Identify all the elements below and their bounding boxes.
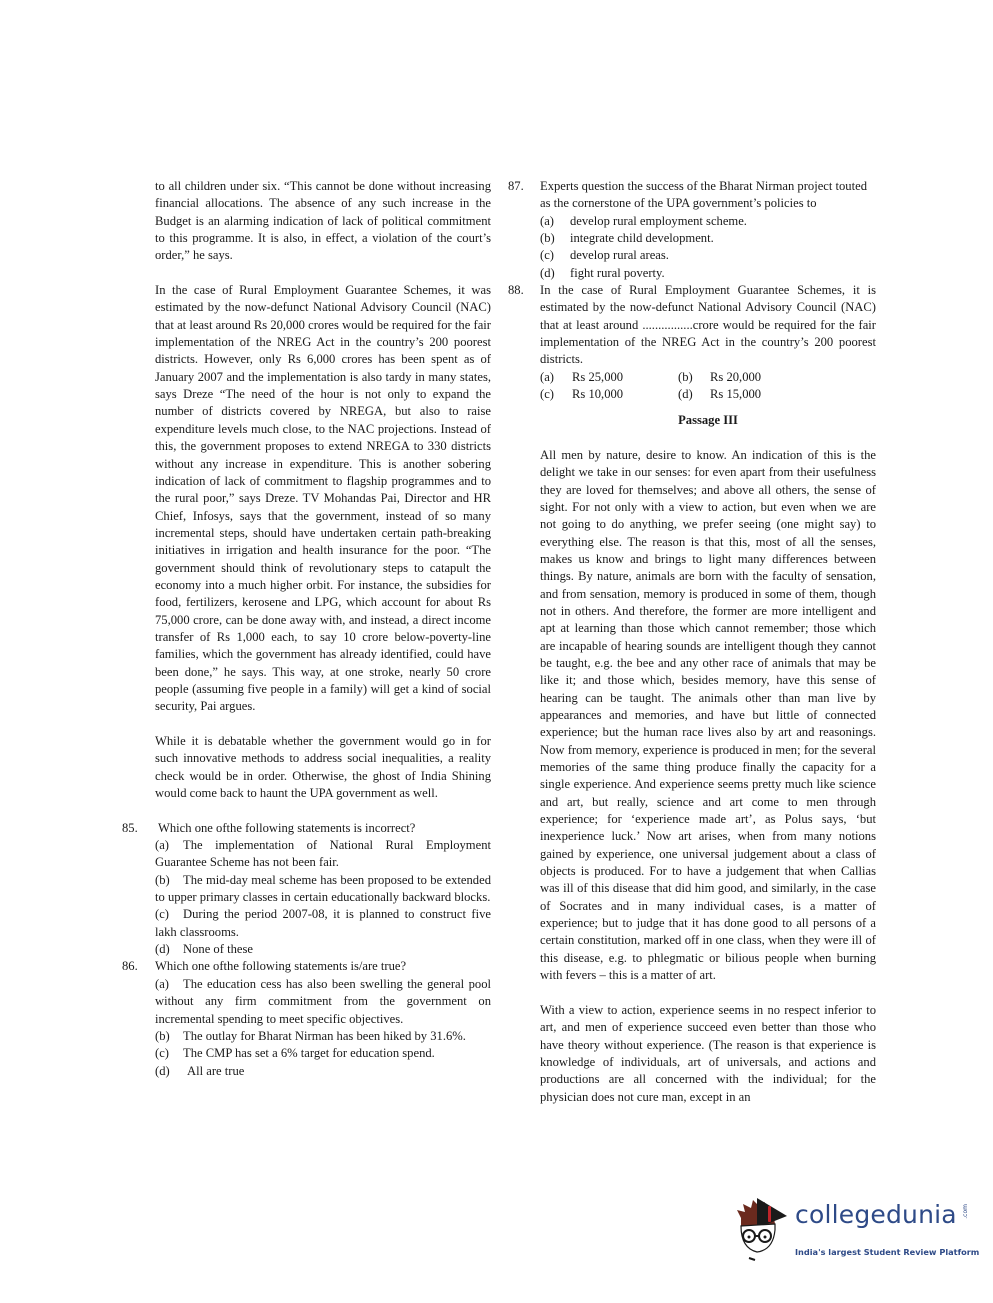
option-c[interactable] [155,906,491,941]
question-87 [508,178,876,282]
option-text: Rs 10,000 [572,387,624,402]
option-label: (c) [540,248,554,263]
passage-paragraph: With a view to action, experience seems in no respect inferior to art, and men of experience succeed even better than those who have theory without experience. (The reason is that experience is knowledge of individuals, art of universals, and actions and productions are all concerned with the individual; for the physician does not cure man, except in an [540,1002,876,1104]
option-text: Rs 25,000 [572,369,624,384]
option-c[interactable] [540,386,678,403]
option-label: (a) [540,369,554,384]
option-label: (b) [155,872,170,887]
option-label: (a) [540,213,554,228]
option-label: (a) [155,838,169,853]
passage-paragraph: All men by nature, desire to know. An indication of this is the delight we take in our senses: for even apart from their usefulness they are loved for themselves; and above all others, the sense of sight. For not only with a view to action, but even when we are not going to do anything, we prefer seeing (one might say) to everything else. The reason is that this, most of all the senses, makes us know and brings to light many differences between things. By nature, animals are born with the faculty of sensation, and from sensation, memory is produced in some of them, though not in others. And therefore, the former are more intelligent and apt at learning than those which cannot remember; those which are incapable of hearing sounds are intelligent though they cannot be taught, e.g. the bee and any other race of animals that may be like it; and those which, besides memory, have this sense of hearing can be taught. The animals other than man live by appearances and memories, and have but little of connected experience; but the human race lives also by art and reasonings. Now from memory, experience is produced in men; for the several memories of the same thing produce finally the capacity for a single experience. And experience seems pretty much like science and art, but really, science and art come to men through experience; for ‘experience made art’, as Polus says, ‘but inexperience luck.’ Now art arises, when from many notions gained by experience, one universal judgement about a class of objects is produced. For to have a judgement that when Callias was ill of this disease that did him good, and similarly, in the case of Socrates and in many individual cases, is a matter of experience; but to judge that it has done good to all persons of a certain constitution, marked off in one class, when they were ill of this disease, e.g. to phlegmatic or bilious people when burning with fevers – this is a matter of art. [540,447,876,983]
option-label: (d) [678,387,693,402]
brand-name: collegedunia [795,1200,957,1229]
option-label: (c) [155,1046,169,1061]
passage-paragraph: In the case of Rural Employment Guarantee Schemes, it was estimated by the now-defunct National Advisory Council (NAC) that at least around Rs 20,000 crores would be required for the fair implementation of the NREG Act in the country’s 200 poorest districts. However, only Rs 6,000 crores has been spent as of January 2007 and the implementation is also tardy in many states, says Dreze “The need of the hour is not only to expand the number of districts covered by NREGA, but also to raise expenditure levels much close, to the NAC projections. Instead of this, the government proposes to extend NREGA to 330 districts without any increase in expenditure. This is another sobering indication of lack of commitment to flagship programmes and to the rural poor,” says Dreze. TV Mohandas Pai, Director and HR Chief, Infosys, says that the government, instead of so many incremental steps, should have undertaken certain path-breaking initiatives in irrigation and health insurance for the poor. “The government should think of revolutionary steps to catapult the economy into a much higher orbit. For instance, the subsidies for food, fertilizers, kerosene and LPG, which account for about Rs 75,000 crore, can be done away with, and instead, a direct income transfer of Rs 1,000 each, to say 10 crore below-poverty-line families, which the government has already identified, could have been done,” he says. This way, at one stroke, nearly 50 crore people (assuming five people in a family) will get a kind of social security, Pai argues. [155,283,491,714]
question-number: 88. [508,283,524,298]
option-b[interactable] [155,872,491,907]
option-text: Rs 20,000 [710,369,762,384]
left-column [122,178,491,1080]
brand-tagline: India's largest Student Review Platform [795,1247,980,1257]
question-number: 85. [122,820,138,835]
option-a[interactable] [540,213,876,230]
question-text: Which one ofthe following statements is incorrect? [158,820,416,835]
question-text: In the case of Rural Employment Guarantee Schemes, it is estimated by the now-defunct National Advisory Council (NAC) that at least around ................crore would be required for the fair implementation of the NREG Act in the country’s 200 poorest districts. [540,283,876,367]
options-grid [540,369,876,404]
brand-suffix: .com [962,1204,969,1219]
option-a[interactable] [540,369,678,386]
option-c[interactable] [155,1045,491,1062]
question-86 [110,958,491,1079]
option-text: None of these [183,942,253,957]
option-d[interactable] [155,1063,491,1080]
option-text: All are true [187,1063,245,1078]
right-column [508,178,876,1106]
question-number: 87. [508,179,524,193]
option-label: (d) [540,265,555,280]
option-text: The outlay for Bharat Nirman has been hiked by 31.6%. [183,1028,466,1043]
option-text: During the period 2007-08, it is planned to construct five lakh classrooms. [155,907,491,939]
mascot-graduate-icon [735,1196,797,1266]
question-88 [508,282,876,403]
option-label: (c) [540,387,554,402]
option-text: fight rural poverty. [570,265,665,280]
option-a[interactable] [155,976,491,1028]
option-d[interactable] [540,265,876,282]
option-label: (d) [155,1063,170,1078]
option-b[interactable] [155,1028,491,1045]
option-d[interactable] [678,386,876,403]
question-85 [110,820,491,959]
option-label: (b) [155,1028,170,1043]
option-text: develop rural areas. [570,248,669,263]
option-label: (c) [155,907,169,922]
passage-paragraph: to all children under six. “This cannot be done without increasing financial allocations. The absence of any such increase in the Budget is an alarming indication of lack of political commitment to this programme. It is also, in effect, a violation of the court’s order,” he says. [155,179,491,263]
option-b[interactable] [678,369,876,386]
option-text: The CMP has set a 6% target for education spend. [183,1046,435,1061]
option-text: integrate child development. [570,231,714,246]
question-text: Which one ofthe following statements is/are true? [155,959,407,974]
option-a[interactable] [155,837,491,872]
question-number: 86. [122,959,138,974]
option-b[interactable] [540,230,876,247]
option-label: (d) [155,942,170,957]
passage-iii [508,412,876,1105]
option-text: The implementation of National Rural Employment Guarantee Scheme has not been fair. [155,838,491,870]
option-text: develop rural employment scheme. [570,213,747,228]
option-text: The mid-day meal scheme has been proposed to be extended to upper primary classes in certain educationally backward blocks. [155,872,491,905]
question-text: Experts question the success of the Bharat Nirman project touted as the cornerstone of the UPA government’s policies to [540,179,867,211]
option-d[interactable] [155,941,491,958]
option-label: (b) [540,231,555,246]
collegedunia-logo[interactable] [735,1196,980,1266]
passage-paragraph: While it is debatable whether the government would go in for such innovative methods to address social inequalities, a reality check would be in order. Otherwise, the ghost of India Shining would come back to haunt the UPA government as well. [155,734,491,801]
passage-title: Passage III [678,413,738,428]
option-text: The education cess has also been swelling the general pool without any firm commitment from the government on incremental spending to meet specific objectives. [155,976,491,1026]
option-label: (a) [155,976,169,991]
option-text: Rs 15,000 [710,387,762,402]
option-label: (b) [678,369,693,384]
option-c[interactable] [540,247,876,264]
